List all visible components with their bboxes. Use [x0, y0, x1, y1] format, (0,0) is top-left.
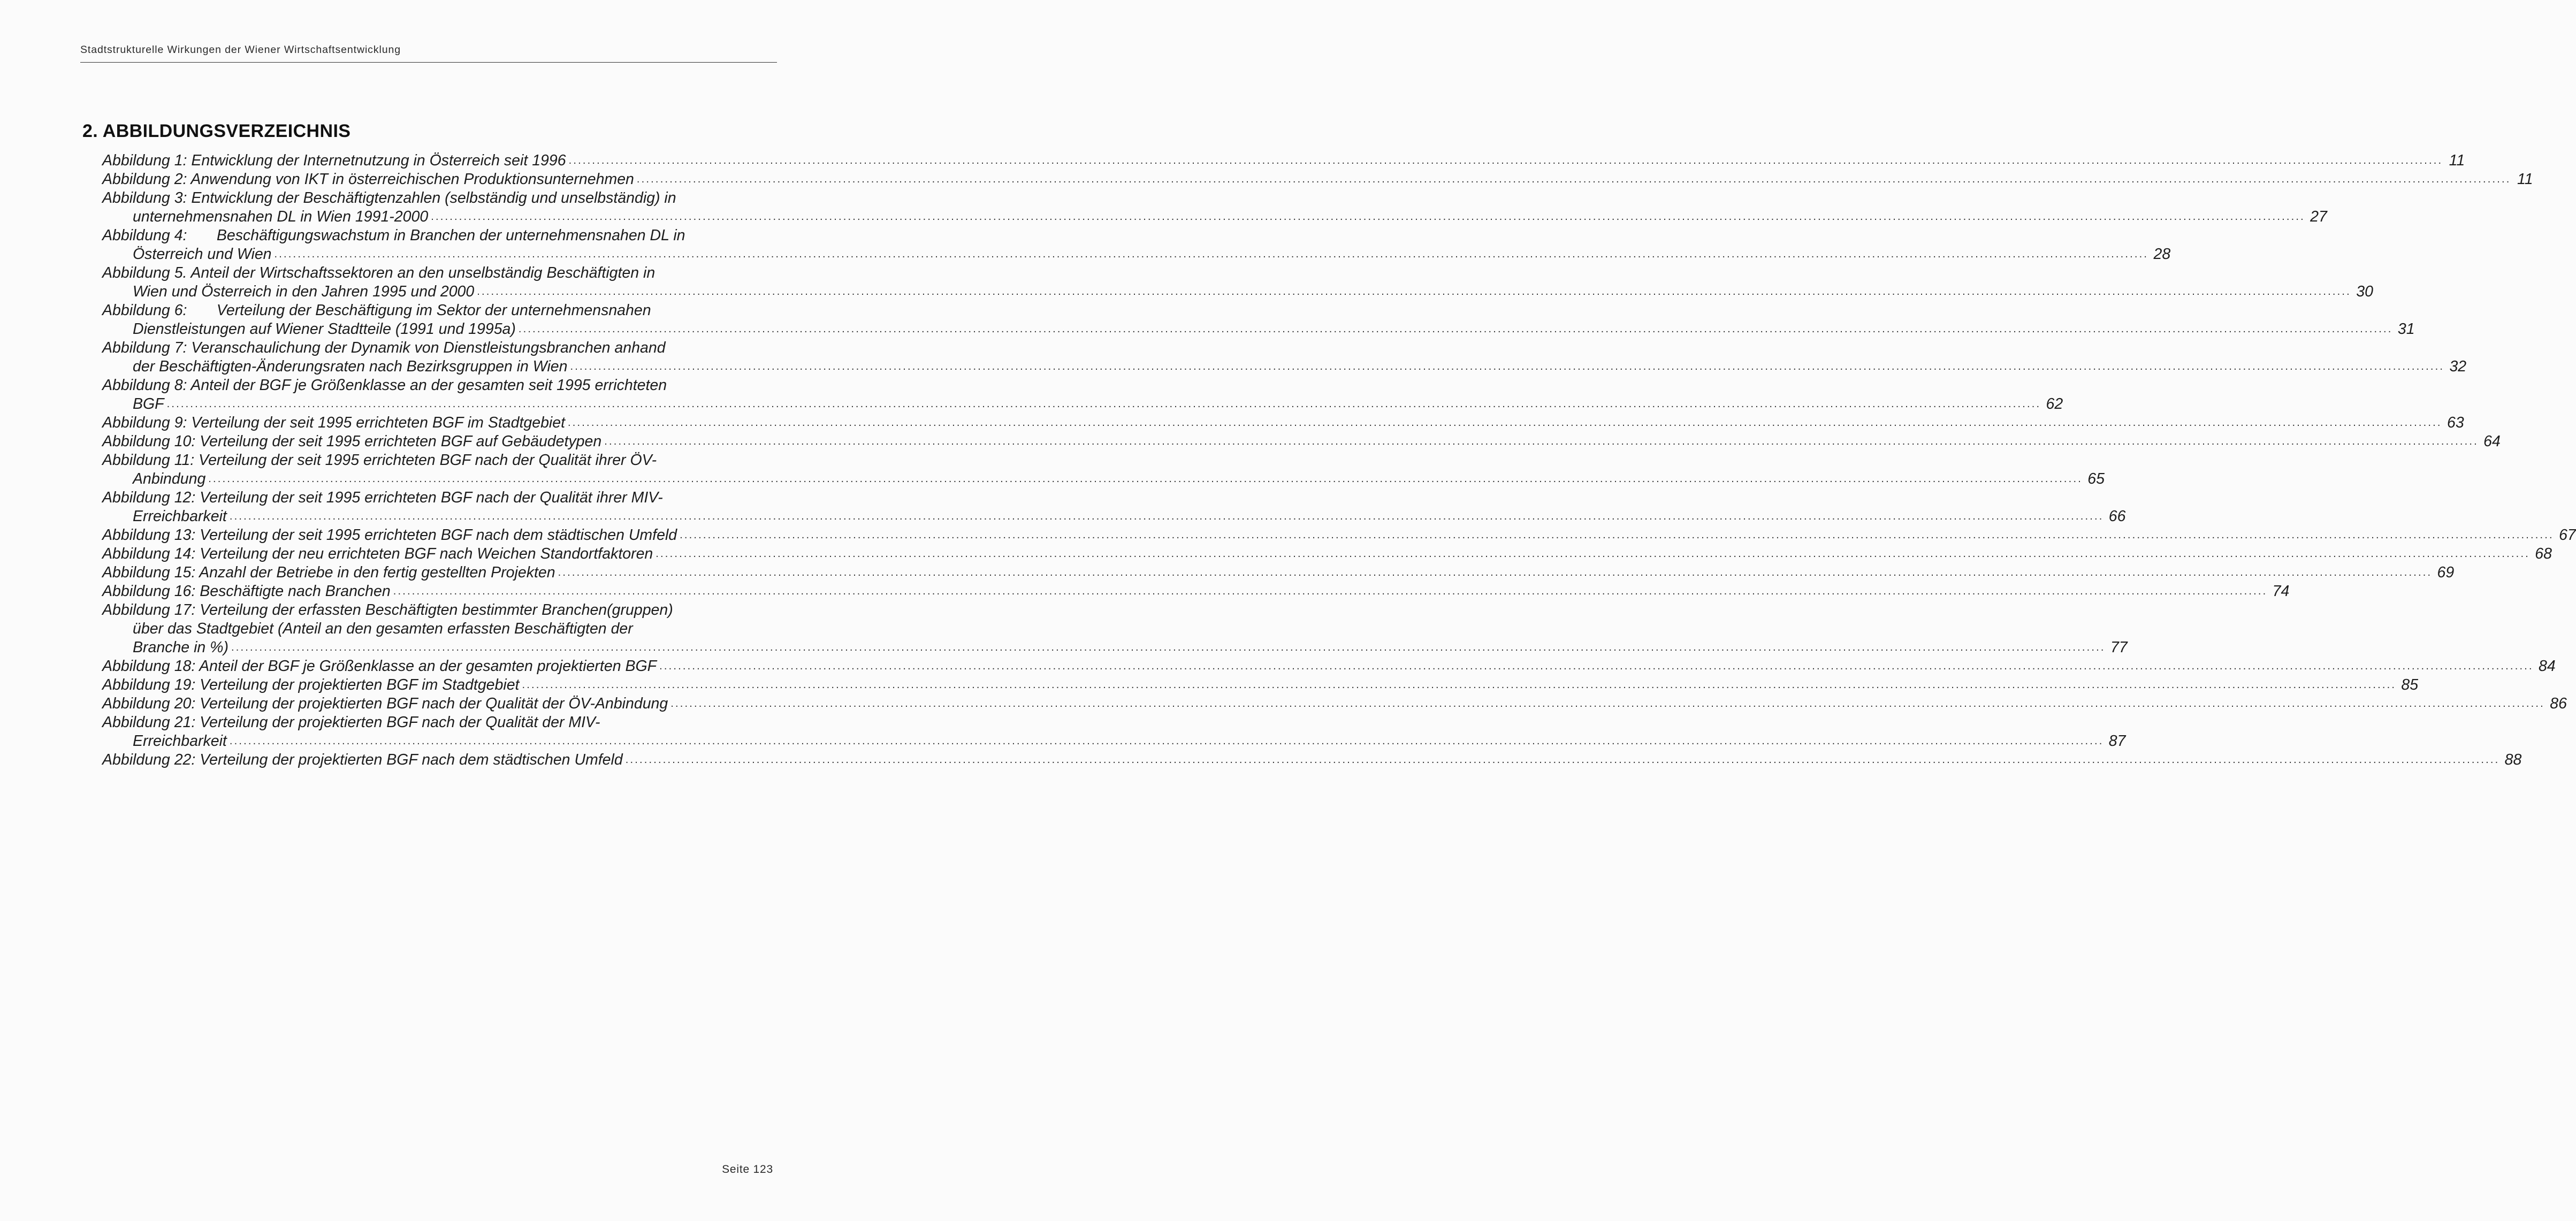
- figure-caption-text: Abbildung 8: Anteil der BGF je Größenklasse an der gesamten seit 1995 errichteten: [102, 377, 667, 394]
- figure-entry-line: [102, 189, 797, 208]
- figure-caption-text: Wien und Österreich in den Jahren 1995 und 2000: [133, 283, 475, 300]
- figure-entry-line: [102, 376, 797, 395]
- figure-caption-text: Abbildung 7: Veranschaulichung der Dynamik von Dienstleistungsbranchen anhand: [102, 339, 666, 356]
- figure-caption-text: Abbildung 11: Verteilung der seit 1995 errichteten BGF nach der Qualität ihrer ÖV-: [102, 452, 657, 469]
- figure-entry: [102, 451, 2105, 489]
- figure-caption-text: Anbindung: [133, 470, 206, 487]
- figure-entry: [102, 563, 2455, 582]
- figure-list: [102, 151, 2576, 769]
- figure-entry: [102, 657, 2556, 676]
- figure-entry: [102, 601, 2128, 657]
- dot-leader: ................................................................................................................................................................................................................................................................................................................................................................................................................: [166, 398, 2041, 410]
- figure-entry-line: [102, 432, 2501, 451]
- figure-page-number: 77: [2110, 639, 2128, 656]
- figure-caption-text: Abbildung 22: Verteilung der projektierten BGF nach dem städtischen Umfeld: [102, 751, 623, 768]
- figure-page-number: 66: [2108, 508, 2126, 525]
- figure-entry: [102, 376, 2063, 414]
- running-header: Stadtstrukturelle Wirkungen der Wiener Wirtschaftsentwicklung: [80, 44, 401, 56]
- figure-page-number: 74: [2272, 583, 2290, 600]
- figure-entry-line: [102, 657, 2556, 676]
- figure-entry-line: [102, 226, 797, 245]
- dot-leader: ................................................................................................................................................................................................................................................................................................................................................................................................................: [208, 473, 2083, 485]
- figure-caption-text: Abbildung 6: Verteilung der Beschäftigung im Sektor der unternehmensnahen: [102, 302, 651, 319]
- figure-entry-line: [102, 676, 2419, 695]
- figure-caption-text: Abbildung 15: Anzahl der Betriebe in den fertig gestellten Projekten: [102, 564, 555, 581]
- figure-caption-text: Erreichbarkeit: [133, 732, 227, 750]
- figure-entry: [102, 695, 2567, 713]
- figure-entry: [102, 676, 2419, 695]
- figure-caption-text: über das Stadtgebiet (Anteil an den gesamten erfassten Beschäftigten der: [133, 620, 633, 637]
- dot-leader: ................................................................................................................................................................................................................................................................................................................................................................................................................: [604, 436, 2479, 447]
- figure-entry-continuation: [102, 283, 2373, 301]
- dot-leader: ................................................................................................................................................................................................................................................................................................................................................................................................................: [431, 211, 2305, 223]
- figure-page-number: 86: [2550, 695, 2567, 712]
- figure-caption-text: Abbildung 20: Verteilung der projektierten BGF nach der Qualität der ÖV-Anbindung: [102, 695, 668, 712]
- figure-entry: [102, 301, 2415, 339]
- page-number: Seite 123: [722, 1163, 773, 1176]
- dot-leader: ................................................................................................................................................................................................................................................................................................................................................................................................................: [522, 679, 2397, 691]
- dot-leader: ................................................................................................................................................................................................................................................................................................................................................................................................................: [636, 173, 2511, 185]
- figure-entry-continuation: [102, 357, 2467, 376]
- figure-entry-line: [102, 695, 2567, 713]
- figure-entry: [102, 189, 2327, 226]
- figure-caption-text: Erreichbarkeit: [133, 508, 227, 525]
- figure-entry-continuation: [102, 732, 2126, 751]
- figure-entry: [102, 226, 2171, 264]
- figure-caption-text: Abbildung 2: Anwendung von IKT in österreichischen Produktionsunternehmen: [102, 171, 634, 188]
- figure-caption-text: Abbildung 16: Beschäftigte nach Branchen: [102, 583, 391, 600]
- figure-page-number: 87: [2108, 732, 2126, 750]
- figure-page-number: 11: [2449, 152, 2465, 169]
- figure-page-number: 31: [2397, 320, 2415, 338]
- figure-caption-text: Abbildung 12: Verteilung der seit 1995 errichteten BGF nach der Qualität ihrer MIV-: [102, 489, 663, 506]
- figure-entry: [102, 751, 2522, 769]
- dot-leader: ................................................................................................................................................................................................................................................................................................................................................................................................................: [477, 286, 2351, 297]
- figure-entry-continuation: [102, 507, 2126, 526]
- dot-leader: ................................................................................................................................................................................................................................................................................................................................................................................................................: [670, 698, 2545, 709]
- dot-leader: ................................................................................................................................................................................................................................................................................................................................................................................................................: [625, 754, 2500, 766]
- dot-leader: ................................................................................................................................................................................................................................................................................................................................................................................................................: [393, 585, 2268, 597]
- dot-leader: ................................................................................................................................................................................................................................................................................................................................................................................................................: [568, 417, 2442, 429]
- figure-caption-text: Branche in %): [133, 639, 229, 656]
- figure-entry-line: [102, 489, 797, 507]
- figure-entry: [102, 713, 2126, 751]
- figure-entry-line: [102, 563, 2455, 582]
- figure-caption-text: Abbildung 18: Anteil der BGF je Größenklasse an der gesamten projektierten BGF: [102, 658, 657, 675]
- figure-caption-text: Abbildung 13: Verteilung der seit 1995 errichteten BGF nach dem städtischen Umfeld: [102, 526, 677, 544]
- figure-entry-line: [102, 451, 797, 470]
- figure-page-number: 63: [2447, 414, 2464, 431]
- figure-entry: [102, 582, 2290, 601]
- figure-page-number: 67: [2559, 526, 2576, 544]
- figure-page-number: 11: [2517, 171, 2533, 188]
- dot-leader: ................................................................................................................................................................................................................................................................................................................................................................................................................: [229, 510, 2104, 522]
- header-rule: [80, 62, 777, 63]
- section-title: 2. ABBILDUNGSVERZEICHNIS: [82, 121, 351, 141]
- figure-caption-text: Abbildung 9: Verteilung der seit 1995 errichteten BGF im Stadtgebiet: [102, 414, 566, 431]
- figure-entry: [102, 339, 2467, 376]
- figure-page-number: 85: [2401, 676, 2419, 693]
- dot-leader: ................................................................................................................................................................................................................................................................................................................................................................................................................: [518, 323, 2393, 335]
- figure-entry-continuation: [102, 245, 2171, 264]
- figure-entry: [102, 151, 2465, 170]
- figure-caption-text: Abbildung 5. Anteil der Wirtschaftssektoren an den unselbständig Beschäftigten in: [102, 264, 656, 281]
- figure-entry-line: [102, 526, 2576, 545]
- figure-entry-line: [102, 151, 2465, 170]
- figure-page-number: 32: [2449, 358, 2467, 375]
- figure-entry: [102, 414, 2464, 432]
- figure-caption-text: Abbildung 19: Verteilung der projektierten BGF im Stadtgebiet: [102, 676, 520, 693]
- figure-caption-text: unternehmensnahen DL in Wien 1991-2000: [133, 208, 429, 225]
- figure-page-number: 84: [2539, 658, 2556, 675]
- figure-entry-line: [102, 713, 797, 732]
- figure-caption-text: Abbildung 1: Entwicklung der Internetnutzung in Österreich seit 1996: [102, 152, 566, 169]
- figure-entry-line: [102, 264, 797, 283]
- figure-entry: [102, 526, 2576, 545]
- figure-page-number: 28: [2153, 246, 2171, 263]
- figure-caption-text: Österreich und Wien: [133, 246, 272, 263]
- figure-entry-line: [102, 301, 797, 320]
- figure-entry-line: [102, 170, 2533, 189]
- figure-page-number: 68: [2535, 545, 2552, 562]
- figure-caption-text: Abbildung 10: Verteilung der seit 1995 errichteten BGF auf Gebäudetypen: [102, 433, 602, 450]
- figure-entry-line: [102, 751, 2522, 769]
- figure-entry: [102, 545, 2552, 563]
- figure-page-number: 64: [2483, 433, 2501, 450]
- figure-entry-continuation: [102, 620, 797, 638]
- figure-caption-text: Dienstleistungen auf Wiener Stadtteile (1991 und 1995a): [133, 320, 516, 338]
- figure-entry-line: [102, 414, 2464, 432]
- figure-caption-text: Abbildung 3: Entwicklung der Beschäftigtenzahlen (selbständig und unselbständig) in: [102, 189, 676, 207]
- figure-caption-text: Abbildung 21: Verteilung der projektierten BGF nach der Qualität der MIV-: [102, 714, 600, 731]
- figure-caption-text: BGF: [133, 395, 164, 413]
- figure-page-number: 69: [2437, 564, 2455, 581]
- figure-caption-text: Abbildung 17: Verteilung der erfassten Beschäftigten bestimmter Branchen(gruppen): [102, 601, 673, 619]
- figure-entry-line: [102, 339, 797, 357]
- figure-entry-line: [102, 582, 2290, 601]
- dot-leader: ................................................................................................................................................................................................................................................................................................................................................................................................................: [231, 642, 2106, 653]
- figure-caption-text: Abbildung 4: Beschäftigungswachstum in Branchen der unternehmensnahen DL in: [102, 227, 685, 244]
- figure-page-number: 65: [2087, 470, 2105, 487]
- figure-entry-line: [102, 545, 2552, 563]
- figure-entry: [102, 489, 2126, 526]
- figure-entry: [102, 170, 2533, 189]
- figure-entry-continuation: [102, 470, 2105, 489]
- dot-leader: ................................................................................................................................................................................................................................................................................................................................................................................................................: [568, 155, 2443, 166]
- dot-leader: ................................................................................................................................................................................................................................................................................................................................................................................................................: [274, 248, 2149, 260]
- figure-entry-continuation: [102, 395, 2063, 414]
- dot-leader: ................................................................................................................................................................................................................................................................................................................................................................................................................: [659, 660, 2534, 672]
- figure-caption-text: der Beschäftigten-Änderungsraten nach Bezirksgruppen in Wien: [133, 358, 568, 375]
- figure-entry: [102, 432, 2501, 451]
- figure-entry-continuation: [102, 320, 2415, 339]
- figure-page-number: 27: [2310, 208, 2327, 225]
- figure-entry-continuation: [102, 638, 2128, 657]
- dot-leader: ................................................................................................................................................................................................................................................................................................................................................................................................................: [570, 361, 2445, 372]
- figure-page-number: 30: [2356, 283, 2373, 300]
- figure-page-number: 62: [2046, 395, 2063, 413]
- figure-caption-text: Abbildung 14: Verteilung der neu errichteten BGF nach Weichen Standortfaktoren: [102, 545, 653, 562]
- dot-leader: ................................................................................................................................................................................................................................................................................................................................................................................................................: [680, 529, 2554, 541]
- dot-leader: ................................................................................................................................................................................................................................................................................................................................................................................................................: [229, 735, 2104, 747]
- figure-entry-continuation: [102, 208, 2327, 226]
- figure-page-number: 88: [2504, 751, 2522, 768]
- dot-leader: ................................................................................................................................................................................................................................................................................................................................................................................................................: [656, 548, 2530, 560]
- figure-entry: [102, 264, 2373, 301]
- dot-leader: ................................................................................................................................................................................................................................................................................................................................................................................................................: [558, 567, 2433, 578]
- figure-entry-line: [102, 601, 797, 620]
